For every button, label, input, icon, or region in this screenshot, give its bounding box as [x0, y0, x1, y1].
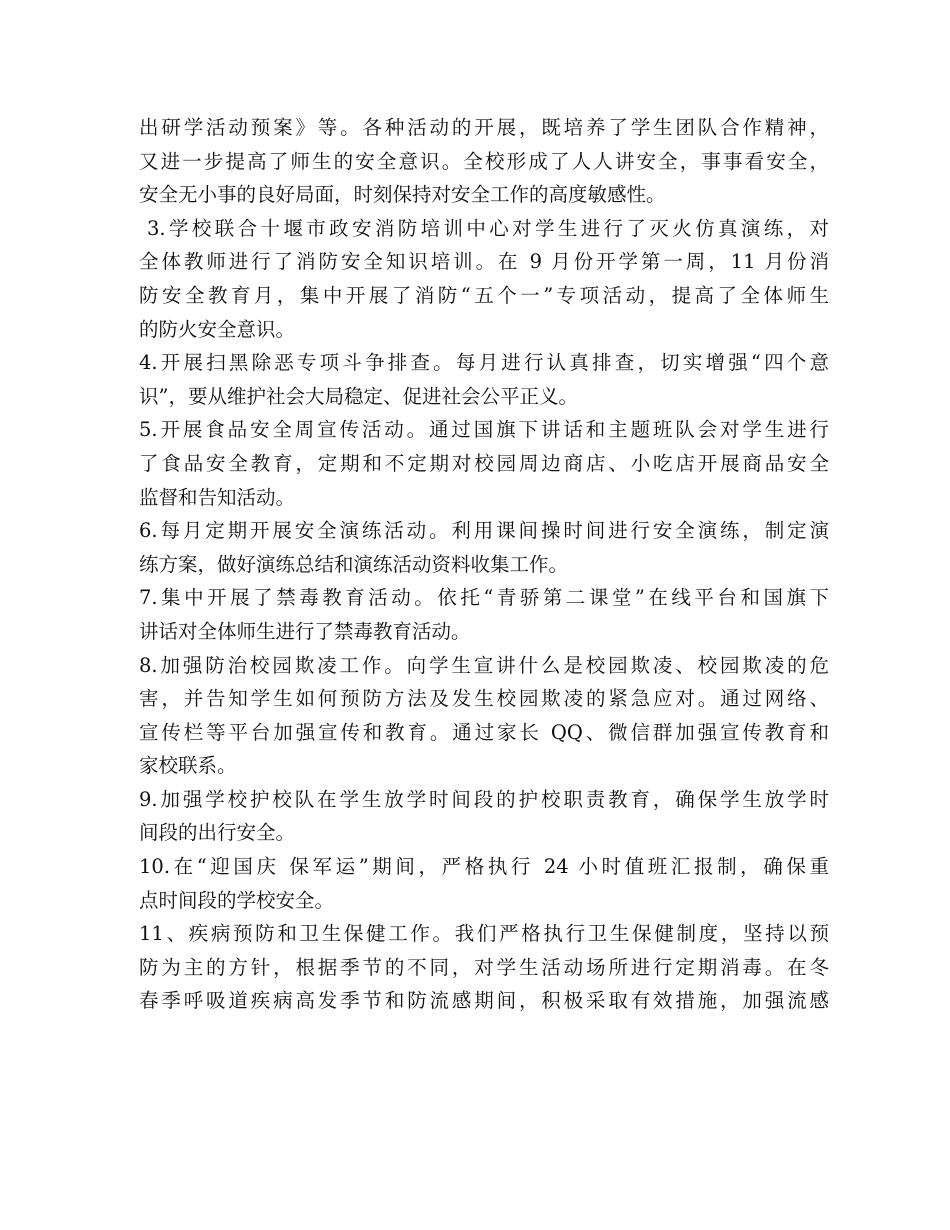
- text-line: 3.学校联合十堰市政安消防培训中心对学生进行了灭火仿真演练，对: [147, 216, 829, 240]
- text-line: 间段的出行安全。: [139, 821, 296, 845]
- text-line: 11、疾病预防和卫生保健工作。我们严格执行卫生保健制度，坚持以预: [139, 922, 829, 946]
- document-body: [139, 111, 829, 1018]
- text-line: 4.开展扫黑除恶专项斗争排查。每月进行认真排查，切实增强“四个意: [139, 351, 829, 375]
- text-line: 安全无小事的良好局面，时刻保持对安全工作的高度敏感性。: [139, 183, 666, 207]
- text-line: 宣传栏等平台加强宣传和教育。通过家长 QQ、微信群加强宣传教育和: [139, 720, 829, 744]
- text-line: 春季呼吸道疾病高发季节和防流感期间，积极采取有效措施，加强流感: [139, 989, 829, 1013]
- text-line: 识”，要从维护社会大局稳定、促进社会公平正义。: [139, 384, 578, 408]
- text-line: 5.开展食品安全周宣传活动。通过国旗下讲话和主题班队会对学生进行: [139, 418, 829, 442]
- text-line: 8.加强防治校园欺凌工作。向学生宣讲什么是校园欺凌、校园欺凌的危: [139, 653, 829, 677]
- text-line: 害，并告知学生如何预防方法及发生校园欺凌的紧急应对。通过网络、: [139, 687, 829, 711]
- text-line: 9.加强学校护校队在学生放学时间段的护校职责教育，确保学生放学时: [139, 787, 829, 811]
- text-line: 7.集中开展了禁毒教育活动。依托“青骄第二课堂”在线平台和国旗下: [139, 586, 829, 610]
- text-line: 出研学活动预案》等。各种活动的开展，既培养了学生团队合作精神，: [139, 116, 829, 139]
- text-line: 点时间段的学校安全。: [139, 888, 335, 912]
- text-line: 6.每月定期开展安全演练活动。利用课间操时间进行安全演练，制定演: [139, 519, 829, 543]
- text-line: 练方案，做好演练总结和演练活动资料收集工作。: [139, 552, 569, 576]
- text-line: 10.在“迎国庆 保军运”期间，严格执行 24 小时值班汇报制，确保重: [139, 855, 829, 879]
- text-line: 防安全教育月，集中开展了消防“五个一”专项活动，提高了全体师生: [139, 283, 829, 307]
- text-line: 监督和告知活动。: [139, 485, 296, 509]
- text-line: 又进一步提高了师生的安全意识。全校形成了人人讲安全，事事看安全，: [139, 149, 829, 173]
- text-line: 全体教师进行了消防安全知识培训。在 9 月份开学第一周，11 月份消: [139, 250, 829, 274]
- text-line: 防为主的方针，根据季节的不同，对学生活动场所进行定期消毒。在冬: [139, 955, 829, 979]
- text-line: 的防火安全意识。: [139, 317, 296, 341]
- text-line: 了食品安全教育，定期和不定期对校园周边商店、小吃店开展商品安全: [139, 451, 829, 475]
- text-line: 讲话对全体师生进行了禁毒教育活动。: [139, 619, 471, 643]
- text-line: 家校联系。: [139, 754, 237, 778]
